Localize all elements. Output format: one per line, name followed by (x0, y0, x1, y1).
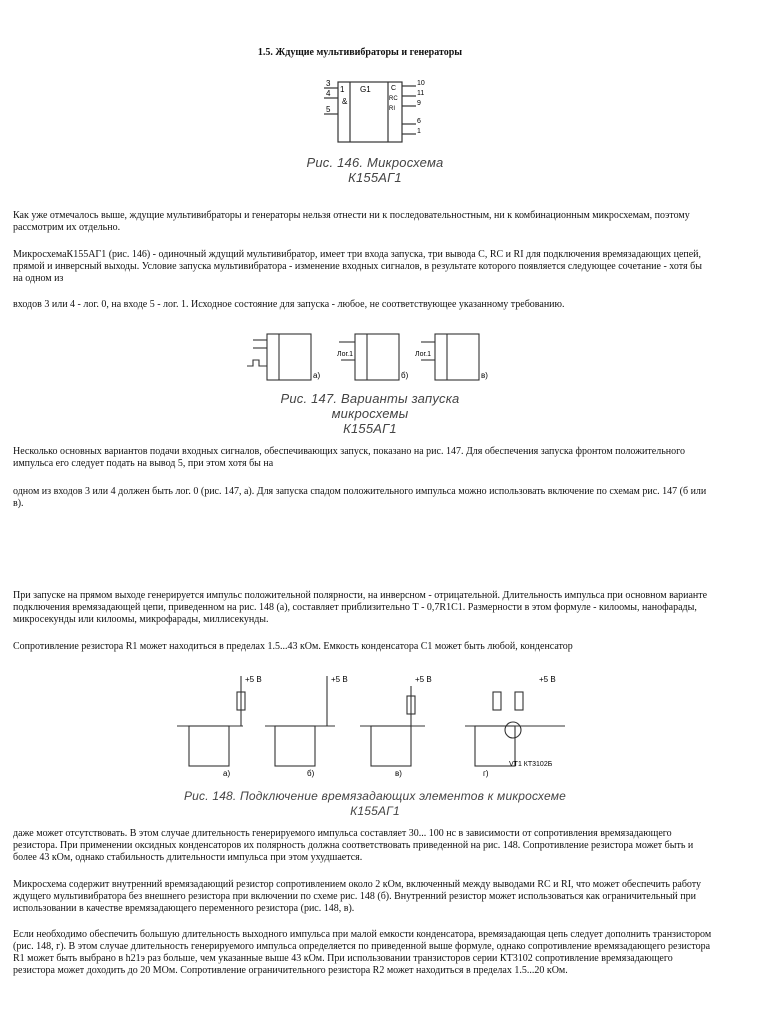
paragraph-6: При запуске на прямом выходе генерируется импульс положительной полярности, на инверсном - отрицательной. Длительность импульса при основном варианте подключения времязадающей цепи, приведенном на рис. 148 (а), составляет приблизительно Т - 0,7R1C1. Размерности в этом формуле - килоомы, нанофарады, микросекунды или килоомы, микрофарады, миллисекунды. (13, 590, 708, 625)
supply-label: +5 В (331, 675, 348, 684)
figure-147 (245, 330, 495, 436)
chip-diagram-146 (300, 78, 450, 150)
figure-146-caption-line1: Рис. 146. Микросхема (306, 155, 444, 170)
chip-label: G1 (360, 85, 371, 94)
paragraph-2: МикросхемаК155АГ1 (рис. 146) - одиночный ждущий мультивибратор, имеет три входа запуска, три вывода С, RC и RI для подключения времязадающих цепей, прямой и инверсный выходы. Условие запуска мультивибратора - изменение входных сигналов, в результате которого появляется следующее сочетание - хотя бы на одном из (13, 249, 702, 284)
chip-label: C (391, 85, 397, 92)
pin-label: 9 (417, 100, 421, 107)
figure-148-caption: Рис. 148. Подключение времязадающих элементов к микросхеме К155АГ1 (183, 789, 567, 818)
transistor-label: VT1 КТ3102Б (509, 761, 553, 768)
paragraph-4: Несколько основных вариантов подачи входных сигналов, обеспечивающих запуск, показано на рис. 147. Для обеспечения запуска фронтом положительного импульса его следует подать на вывод 5, при этом хотя бы на (13, 446, 685, 469)
variant-c-label: в) (481, 371, 488, 380)
paragraph-5: одном из входов 3 или 4 должен быть лог. 0 (рис. 147, а). Для запуска спадом положительного импульса можно использовать включение по схемам рис. 147 (б или в). (13, 486, 707, 509)
paragraph-8: даже может отсутствовать. В этом случае длительность генерируемого импульса составляет 30... 100 нс в зависимости от сопротивления времязадающего резистора. При применении оксидных конденсаторов их полярность должна соответствовать приведенной на рис. 148. Сопротивление резистора может быть и более 43 кОм, однако стабильность длительности импульса при этом ухудшается. (13, 828, 694, 863)
paragraph-1: Как уже отмечалось выше, ждущие мультивибраторы и генераторы нельзя отнести ни к последовательностным, ни к комбинационным микросхемам, поэтому рассмотрим их отдельно. (13, 210, 690, 233)
pin-label: 6 (417, 118, 421, 125)
figure-147-caption-line1: Рис. 147. Варианты запуска микросхемы (280, 391, 460, 421)
variant-b-label: б) (401, 371, 409, 380)
pin-label: 1 (417, 128, 421, 135)
timing-circuits-diagram-148 (175, 670, 575, 784)
chip-label: 1 (340, 85, 345, 94)
supply-label: +5 В (539, 675, 556, 684)
pin-label: 4 (326, 89, 331, 98)
paragraph-10: Если необходимо обеспечить большую длительность выходного импульса при малой емкости конденсатора, времязадающая цепь следует дополнить транзистором (рис. 148, г). В этом случае длительность генерируемого импульса определяется по приведенной выше формуле, однако сопротивление времязадающего резистора R1 может быть выбрано в h21э раз больше, чем указанные выше 43 кОм. При использовании транзисторов серии КТ3102 сопротивление времязадающего резистора может доходить до 20 МОм. Сопротивление ограничительного резистора R2 может находиться в пределах 1.5...20 кОм. (13, 929, 712, 976)
figure-146 (300, 78, 450, 188)
log1-label: Лог.1 (337, 351, 354, 358)
paragraph-7: Сопротивление резистора R1 может находиться в пределах 1.5...43 кОм. Емкость конденсатора С1 может быть любой, конденсатор (13, 641, 573, 652)
log1-label: Лог.1 (415, 351, 432, 358)
pin-label: 3 (326, 79, 331, 88)
variant-a-label: а) (223, 769, 231, 778)
section-heading: 1.5. Ждущие мультивибраторы и генераторы (257, 47, 463, 58)
supply-label: +5 В (245, 675, 262, 684)
variant-c-label: в) (395, 769, 402, 778)
paragraph-9: Микросхема содержит внутренний времязадающий резистор сопротивлением около 2 кОм, включенный между выводами RC и RI, что может обеспечить работу ждущего мультивибратора без внешнего резистора при включении по схеме рис. 148 (б). Внутренний резистор может использоваться как ограничительный при использовании в качестве времязадающего переменного резистора (рис. 148, в). (13, 879, 702, 914)
chip-label: RC (389, 96, 398, 102)
pin-label: 11 (417, 90, 425, 97)
chip-label: & (342, 97, 348, 106)
figure-146-caption-line2: К155АГ1 (348, 170, 402, 185)
variant-a-label: а) (313, 371, 321, 380)
chip-variants-diagram-147 (245, 330, 495, 386)
chip-label: RI (389, 106, 395, 112)
figure-148 (175, 670, 575, 818)
pin-label: 5 (326, 105, 331, 114)
paragraph-3: входов 3 или 4 - лог. 0, на входе 5 - лог. 1. Исходное состояние для запуска - любое, не соответствующее указанному требованию. (13, 299, 565, 310)
pin-label: 10 (417, 80, 425, 87)
supply-label: +5 В (415, 675, 432, 684)
figure-147-caption-line2: К155АГ1 (343, 421, 397, 436)
variant-d-label: г) (483, 769, 489, 778)
variant-b-label: б) (307, 769, 315, 778)
